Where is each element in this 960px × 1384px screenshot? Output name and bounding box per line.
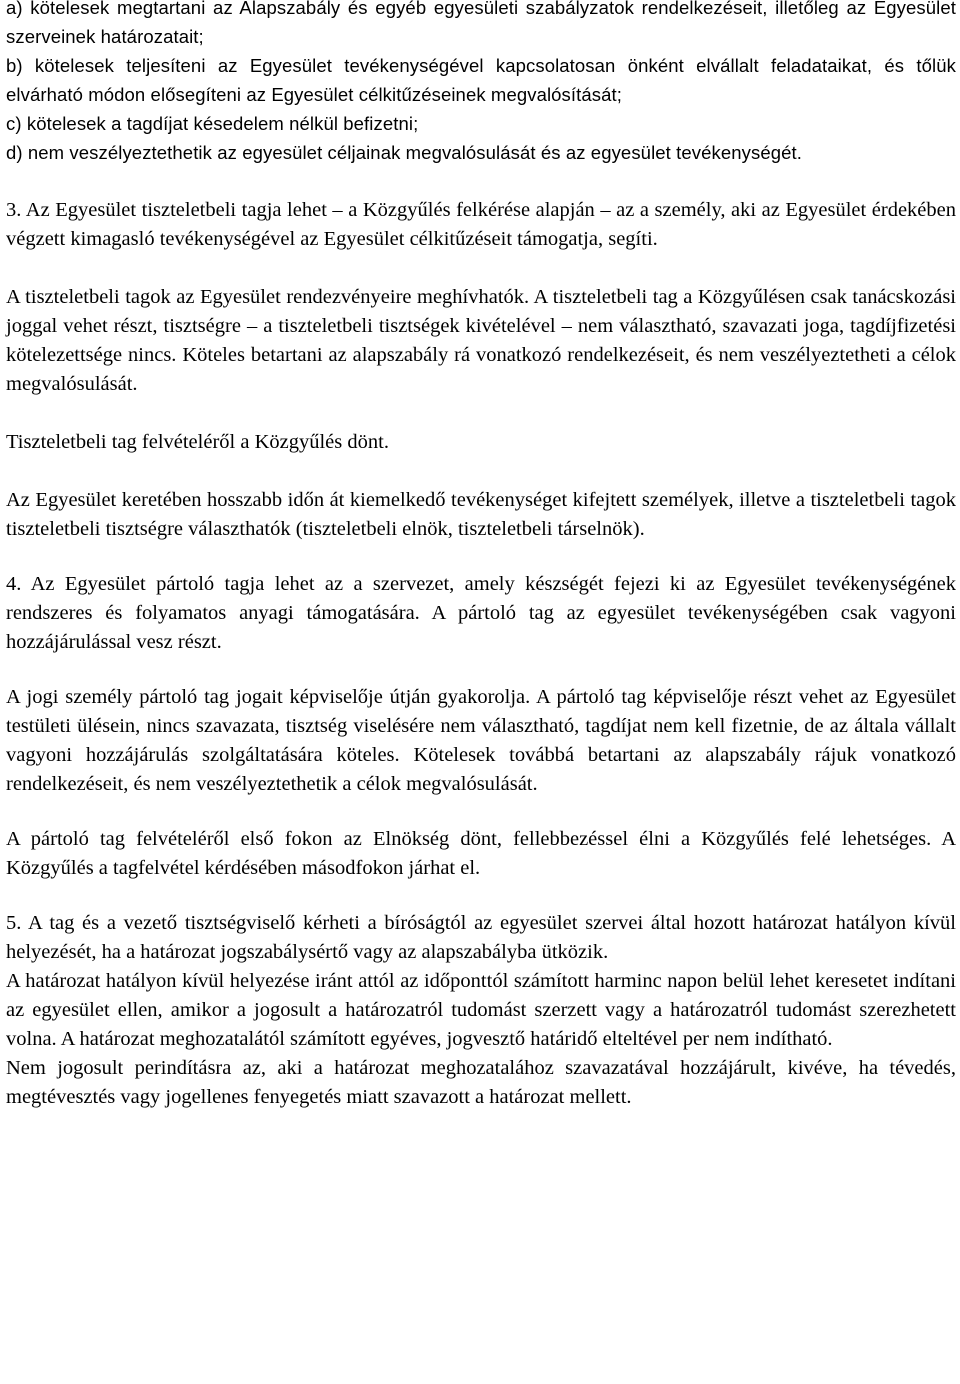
duty-d: d) nem veszélyeztethetik az egyesület céljainak megvalósulását és az egyesület tevékenységét. (6, 142, 802, 163)
honorary-titles-paragraph: Az Egyesület keretében hosszabb időn át kiemelkedő tevékenységet kifejtett személyek, illetve a tiszteletbeli tagok tiszteletbeli tisztségre választhatók (tiszteletbeli elnök, tiszteletbeli társelnök). (6, 489, 956, 540)
standing-to-sue-paragraph: Nem jogosult perindításra az, aki a határozat meghozatalához szavazatával hozzájárult, kivéve, ha tévedés, megtévesztés vagy jogellenes fenyegetés miatt szavazott a határozat mellett. (6, 1057, 956, 1108)
annulment-deadline-paragraph: A határozat hatályon kívül helyezése iránt attól az időponttól számított harminc napon belül lehet keresetet indítani az egyesület ellen, amikor a jogosult a határozatról tudomást szerzett vagy a határozatról tudomást szerezhetett volna. A határozat meghozatalától számított egyéves, jogvesztő határidő elteltével per nem indítható. (6, 970, 956, 1050)
duty-a: a) kötelesek megtartani az Alapszabály és egyéb egyesületi szabályzatok rendelkezéseit, illetőleg az Egyesület szerveinek határozatait; (6, 0, 956, 47)
member-duties-list (6, 0, 956, 167)
section-4-paragraph: 4. Az Egyesület pártoló tagja lehet az a szervezet, amely készségét fejezi ki az Egyesület tevékenységének rendszeres és folyamatos anyagi támogatására. A pártoló tag az egyesület tevékenységében csak vagyoni hozzájárulással vesz részt. (6, 573, 956, 653)
duty-c: c) kötelesek a tagdíjat késedelem nélkül befizetni; (6, 113, 419, 134)
section-3-paragraph: 3. Az Egyesület tiszteletbeli tagja lehet – a Közgyűlés felkérése alapján – az a személy, aki az Egyesület érdekében végzett kimagasló tevékenységével az Egyesület célkitűzéseit támogatja, segíti. (6, 199, 956, 250)
honorary-admission-paragraph: Tiszteletbeli tag felvételéről a Közgyűlés dönt. (6, 431, 389, 453)
supporting-member-admission-paragraph: A pártoló tag felvételéről első fokon az Elnökség dönt, fellebbezéssel élni a Közgyűlés felé lehetséges. A Közgyűlés a tagfelvétel kérdésében másodfokon járhat el. (6, 828, 956, 879)
section-5-paragraph: 5. A tag és a vezető tisztségviselő kérheti a bíróságtól az egyesület szervei által hozott határozat hatályon kívül helyezését, ha a határozat jogszabálysértő vagy az alapszabályba ütközik. (6, 912, 956, 963)
duty-b: b) kötelesek teljesíteni az Egyesület tevékenységével kapcsolatosan önként elvállalt feladataikat, és tőlük elvárható módon elősegíteni az Egyesület célkitűzéseinek megvalósítását; (6, 55, 956, 105)
supporting-member-rights-paragraph: A jogi személy pártoló tag jogait képviselője útján gyakorolja. A pártoló tag képviselője részt vehet az Egyesület testületi ülésein, nincs szavazata, tisztség viselésére nem választható, tagdíjat nem kell fizetnie, de az általa vállalt vagyoni hozzájárulás szolgáltatására köteles. Kötelesek továbbá betartani az alapszabály rájuk vonatkozó rendelkezéseit, és nem veszélyeztethetik a célok megvalósulását. (6, 686, 956, 795)
honorary-members-rights-paragraph: A tiszteletbeli tagok az Egyesület rendezvényeire meghívhatók. A tiszteletbeli tag a Közgyűlésen csak tanácskozási joggal vehet részt, tisztségre – a tiszteletbeli tisztségek kivételével – nem választható, szavazati joga, tagdíjfizetési kötelezettsége nincs. Köteles betartani az alapszabály rá vonatkozó rendelkezéseit, és nem veszélyeztetheti a célok megvalósulását. (6, 286, 956, 395)
